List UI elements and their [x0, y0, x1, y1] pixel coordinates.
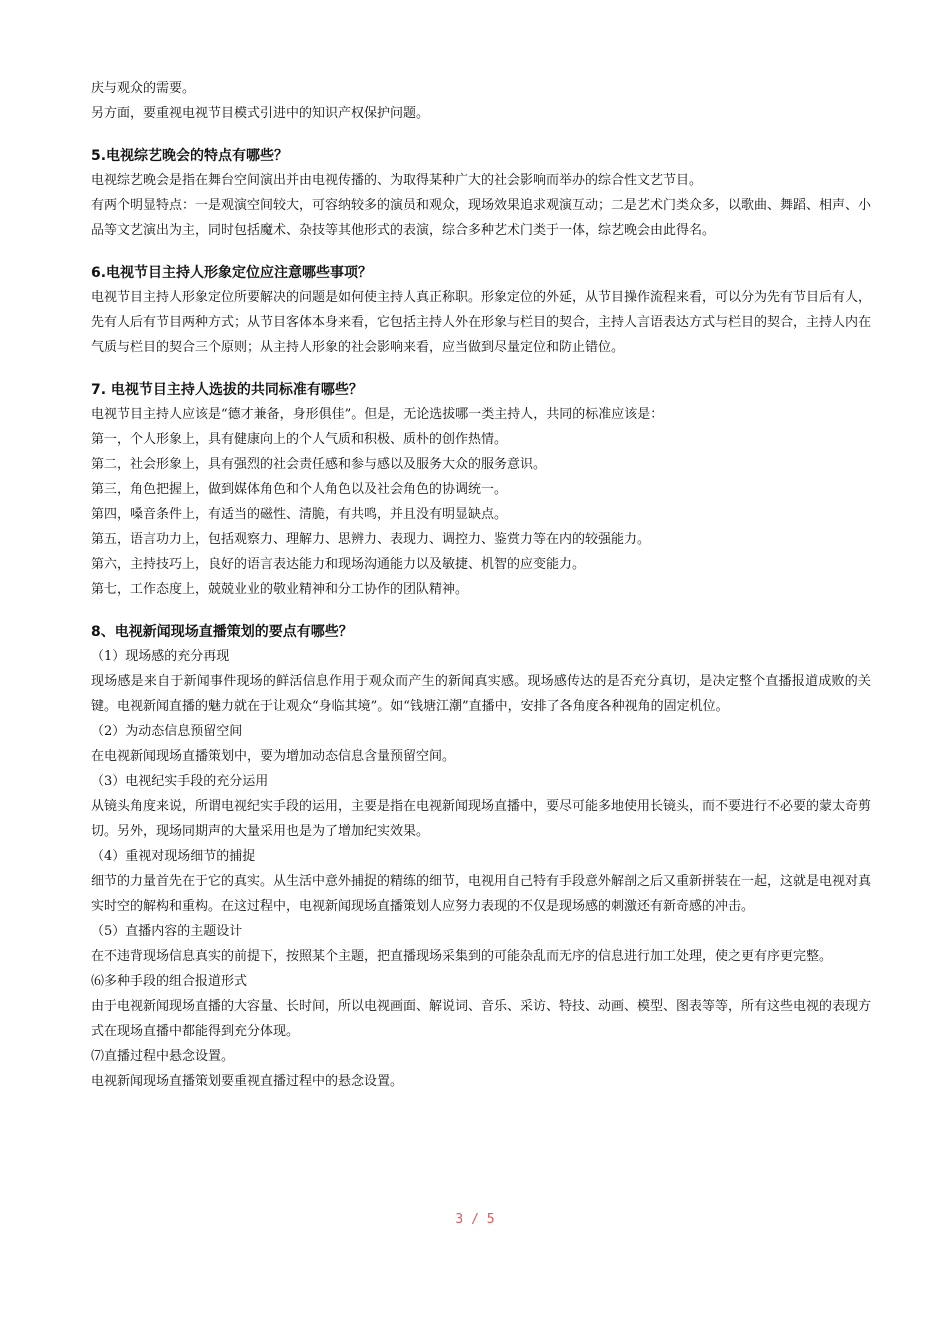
list-item: 第三，角色把握上，做到媒体角色和个人角色以及社会角色的协调统一。 — [91, 482, 508, 497]
section-heading-q7: 7. 电视节目主持人选拔的共同标准有哪些？ — [91, 382, 363, 398]
paragraph: 由于电视新闻现场直播的大容量、长时间，所以电视画面、解说词、音乐、采访、特技、动画、模型、图表等等，所有这些电视的表现方式在现场直播中都能得到充分体现。 — [91, 999, 872, 1039]
paragraph: 现场感是来自于新闻事件现场的鲜活信息作用于观众而产生的新闻真实感。现场感传达的是否充分真切，是决定整个直播报道成败的关键。电视新闻直播的魅力就在于让观众“身临其境”。如“钱塘江潮”直播中，安排了各角度各种视角的固定机位。 — [91, 674, 871, 714]
paragraph: 在电视新闻现场直播策划中，要为增加动态信息含量预留空间。 — [91, 749, 456, 764]
paragraph: 电视节目主持人形象定位所要解决的问题是如何使主持人真正称职。形象定位的外延，从节目操作流程来看，可以分为先有节目后有人，先有人后有节目两种方式；从节目客体本身来看，它包括主持人外在形象与栏目的契合，主持人言语表达方式与栏目的契合，主持人内在气质与栏目的契合三个原则；从主持人形象的社会影响来看，应当做到尽量定位和防止错位。 — [91, 290, 872, 355]
section-heading-q8: 8、电视新闻现场直播策划的要点有哪些？ — [91, 624, 353, 640]
section-heading-q5: 5.电视综艺晚会的特点有哪些？ — [91, 148, 289, 164]
subheading: （5）直播内容的主题设计 — [91, 924, 243, 939]
paragraph: 从镜头角度来说，所谓电视纪实手段的运用，主要是指在电视新闻现场直播中，要尽可能多地使用长镜头，而不要进行不必要的蒙太奇剪切。另外，现场同期声的大量采用也是为了增加纪实效果。 — [91, 799, 872, 839]
list-item: 第四，嗓音条件上，有适当的磁性、清脆，有共鸣，并且没有明显缺点。 — [91, 507, 508, 522]
subheading: （1）现场感的充分再现 — [91, 649, 230, 664]
list-item: 电视节目主持人应该是“德才兼备，身形俱佳”。但是，无论选拔哪一类主持人，共同的标准应该是： — [91, 407, 664, 422]
paragraph: 电视综艺晚会是指在舞台空间演出并由电视传播的、为取得某种广大的社会影响而举办的综合性文艺节目。 — [91, 173, 703, 188]
paragraph: 细节的力量首先在于它的真实。从生活中意外捕捉的精练的细节，电视用自己特有手段意外解剖之后又重新拼装在一起，这就是电视对真实时空的解构和重构。在这过程中，电视新闻现场直播策划人应努力表现的不仅是现场感的刺激还有新奇感的冲击。 — [91, 874, 872, 914]
section-heading-q6: 6.电视节目主持人形象定位应注意哪些事项？ — [91, 265, 373, 281]
paragraph: 有两个明显特点：一是观演空间较大，可容纳较多的演员和观众，现场效果追求观演互动；二是艺术门类众多，以歌曲、舞蹈、相声、小品等文艺演出为主，同时包括魔术、杂技等其他形式的表演，综合多种艺术门类于一体，综艺晚会由此得名。 — [91, 198, 872, 238]
subheading: ⑺直播过程中悬念设置。 — [91, 1049, 235, 1064]
paragraph: 电视新闻现场直播策划要重视直播过程中的悬念设置。 — [91, 1074, 404, 1089]
paragraph: 在不违背现场信息真实的前提下，按照某个主题，把直播现场采集到的可能杂乱而无序的信息进行加工处理，使之更有序更完整。 — [91, 949, 833, 964]
page-number: 3 / 5 — [455, 1212, 495, 1227]
subheading: （2）为动态信息预留空间 — [91, 724, 243, 739]
list-item: 第六，主持技巧上，良好的语言表达能力和现场沟通能力以及敏捷、机智的应变能力。 — [91, 557, 586, 572]
list-item: 第五，语言功力上，包括观察力、理解力、思辨力、表现力、调控力、鉴赏力等在内的较强能力。 — [91, 532, 651, 547]
list-item: 第一，个人形象上，具有健康向上的个人气质和积极、质朴的创作热情。 — [91, 432, 508, 447]
intro-line: 另方面，要重视电视节目模式引进中的知识产权保护问题。 — [91, 106, 430, 121]
list-item: 第七，工作态度上，兢兢业业的敬业精神和分工协作的团队精神。 — [91, 582, 469, 597]
subheading: （4）重视对现场细节的捕捉 — [91, 849, 256, 864]
intro-line: 庆与观众的需要。 — [91, 81, 196, 96]
subheading: ⑹多种手段的组合报道形式 — [91, 974, 248, 989]
subheading: （3）电视纪实手段的充分运用 — [91, 774, 269, 789]
document-page — [91, 76, 871, 1094]
list-item: 第二，社会形象上，具有强烈的社会责任感和参与感以及服务大众的服务意识。 — [91, 457, 547, 472]
